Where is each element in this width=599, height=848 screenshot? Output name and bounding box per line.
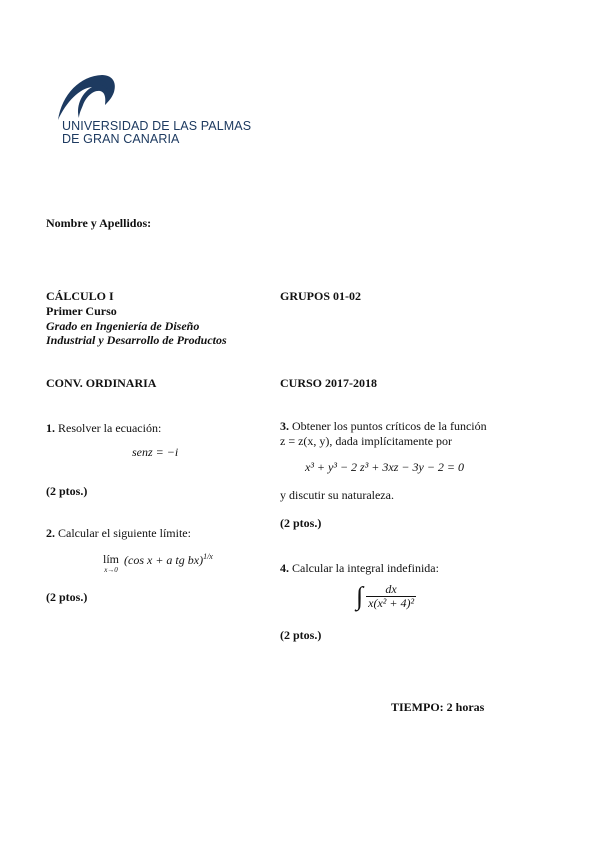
problem-1-number: 1.	[46, 421, 55, 435]
exam-time: TIEMPO: 2 horas	[391, 700, 485, 714]
limit-symbol: lím	[102, 552, 119, 566]
problem-2-limit	[100, 553, 122, 574]
problem-2-points: (2 ptos.)	[46, 590, 88, 604]
problem-3-text-line2: z = z(x, y), dada implícitamente por	[280, 434, 453, 448]
limit-body: (cos x + a tg bx)	[124, 553, 204, 567]
problem-1-formula: senz = −i	[132, 445, 179, 459]
problem-2-statement	[46, 526, 191, 541]
problem-3-number: 3.	[280, 419, 289, 433]
problem-4-formula	[356, 583, 416, 610]
degree-line1: Grado en Ingeniería de Diseño	[46, 319, 200, 333]
problem-1-text: Resolver la ecuación:	[58, 421, 162, 435]
call-label: CONV. ORDINARIA	[46, 376, 157, 390]
problem-1-points: (2 ptos.)	[46, 484, 88, 498]
problem-4-number: 4.	[280, 561, 289, 575]
problem-3-formula: x³ + y³ − 2 z³ + 3xz − 3y − 2 = 0	[305, 460, 465, 474]
university-name-line2: DE GRAN CANARIA	[62, 132, 180, 146]
problem-2-formula	[124, 553, 213, 568]
academic-year-label: CURSO 2017-2018	[280, 376, 378, 390]
integral-denominator: x(x² + 4)²	[368, 596, 415, 610]
problem-4-points: (2 ptos.)	[280, 628, 322, 642]
integral-symbol: ∫	[356, 581, 364, 611]
groups-label: GRUPOS 01-02	[280, 289, 361, 303]
integral-numerator: dx	[385, 582, 397, 596]
problem-3-text-line3: y discutir su naturaleza.	[280, 488, 394, 502]
university-name-line1: UNIVERSIDAD DE LAS PALMAS	[62, 119, 252, 133]
problem-3-statement	[280, 419, 487, 434]
problem-4-text: Calcular la integral indefinida:	[292, 561, 439, 575]
university-logo-icon	[56, 72, 118, 122]
problem-3-points: (2 ptos.)	[280, 516, 322, 530]
name-label: Nombre y Apellidos:	[46, 216, 152, 230]
integral-fraction	[366, 583, 416, 610]
degree-line2: Industrial y Desarrollo de Productos	[46, 333, 227, 347]
limit-subscript: x→0	[104, 566, 118, 574]
course-year: Primer Curso	[46, 304, 117, 318]
course-title: CÁLCULO I	[46, 289, 114, 303]
problem-1-statement	[46, 421, 161, 436]
problem-4-statement	[280, 561, 439, 576]
limit-exponent: 1/x	[203, 552, 213, 561]
problem-2-number: 2.	[46, 526, 55, 540]
problem-2-text: Calcular el siguiente límite:	[58, 526, 191, 540]
problem-3-text-line1: Obtener los puntos críticos de la función	[292, 419, 487, 433]
